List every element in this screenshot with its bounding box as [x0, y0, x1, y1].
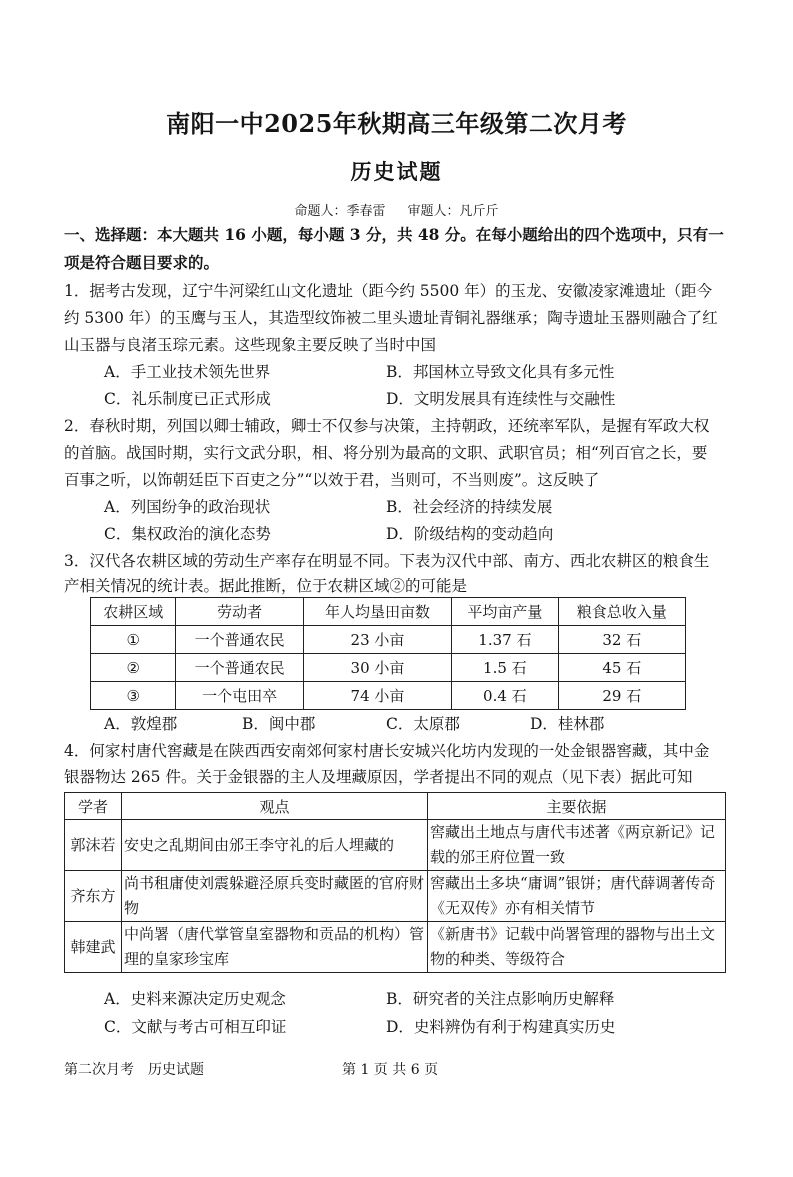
table-cell: 1.5 石 — [452, 654, 558, 682]
table-cell: ① — [91, 626, 176, 654]
table-cell: 一个普通农民 — [176, 654, 303, 682]
table-header-row — [91, 598, 686, 626]
table-header-cell: 平均亩产量 — [452, 598, 558, 626]
page-footer — [64, 1059, 439, 1078]
q4-option-a: A．史料来源决定历史观念 — [104, 990, 286, 1008]
table-row — [91, 682, 686, 710]
q3-option-a: A．敦煌郡 — [104, 715, 178, 733]
table-cell: 窖藏出土地点与唐代韦述著《两京新记》记载的邠王府位置一致 — [428, 820, 726, 871]
q4-stem-line-1: 4．何家村唐代窖藏是在陕西西安南郊何家村唐长安城兴化坊内发现的一处金银器窖藏，其中金 — [64, 742, 710, 760]
table-cell: 韩建武 — [65, 922, 122, 973]
q1-option-c: C．礼乐制度已正式形成 — [104, 390, 271, 408]
q4-option-c: C．文献与考古可相互印证 — [104, 1018, 287, 1036]
q2-option-b: B．社会经济的持续发展 — [386, 498, 553, 516]
table-row — [91, 626, 686, 654]
table-cell: 45 石 — [558, 654, 685, 682]
q4-option-d: D．史料辨伪有利于构建真实历史 — [386, 1018, 616, 1036]
table-row — [65, 820, 726, 871]
q4-stem-line-2: 银器物达 265 件。关于金银器的主人及埋藏原因，学者提出不同的观点（见下表）据此可知 — [64, 768, 693, 786]
q1-option-a: A．手工业技术领先世界 — [104, 363, 271, 381]
q3-option-c: C．太原郡 — [386, 715, 460, 733]
q3-option-b: B．闽中郡 — [242, 715, 316, 733]
table-cell: 窖藏出土多块“庸调”银饼；唐代薛调著传奇《无双传》亦有相关情节 — [428, 871, 726, 922]
table-cell: 郭沫若 — [65, 820, 122, 871]
table-cell: 尚书租庸使刘震躲避泾原兵变时藏匿的官府财物 — [122, 871, 428, 922]
q3-option-d: D．桂林郡 — [530, 715, 605, 733]
table-row — [65, 922, 726, 973]
q1-option-b: B．邦国林立导致文化具有多元性 — [386, 363, 615, 381]
q2-option-d: D．阶级结构的变动趋向 — [386, 525, 554, 543]
section-instruction-line-1: 一、选择题：本大题共 16 小题，每小题 3 分，共 48 分。在每小题给出的四个选项中，只有一 — [64, 225, 724, 244]
table-header-cell: 粮食总收入量 — [558, 598, 685, 626]
exam-subtitle: 历史试题 — [350, 159, 443, 184]
table-cell: 74 小亩 — [303, 682, 451, 710]
q3-table — [90, 597, 686, 710]
q1-option-d: D．文明发展具有连续性与交融性 — [386, 390, 616, 408]
table-header-cell: 农耕区域 — [91, 598, 176, 626]
setter-label: 命题人：季春雷 — [294, 204, 386, 219]
q1-stem-line-1: 1．据考古发现，辽宁牛河梁红山文化遗址（距今约 5500 年）的玉龙、安徽凌家滩遗址（距今 — [64, 282, 713, 300]
q1-stem-line-2: 约 5300 年）的玉鹰与玉人，其造型纹饰被二里头遗址青铜礼器继承；陶寺遗址玉器则融合了红 — [64, 309, 718, 327]
table-cell: 1.37 石 — [452, 626, 558, 654]
exam-title: 南阳一中2025年秋期高三年级第二次月考 — [166, 109, 627, 138]
table-cell: 23 小亩 — [303, 626, 451, 654]
table-cell: 30 小亩 — [303, 654, 451, 682]
q2-stem-line-3: 百事之听，以饰朝廷臣下百吏之分”“以效于君，当则可，不当则废”。这反映了 — [64, 471, 600, 489]
table-row — [65, 871, 726, 922]
table-header-cell: 观点 — [122, 793, 428, 820]
table-cell: 一个屯田卒 — [176, 682, 303, 710]
table-cell: 《新唐书》记载中尚署管理的器物与出土文物的种类、等级符合 — [428, 922, 726, 973]
table-cell: ② — [91, 654, 176, 682]
table-cell: ③ — [91, 682, 176, 710]
table-cell: 齐东方 — [65, 871, 122, 922]
table-row — [91, 654, 686, 682]
reviewer-label: 审题人：凡斤斤 — [407, 204, 499, 219]
footer-page-number: 第 1 页 共 6 页 — [342, 1062, 439, 1078]
table-header-cell: 学者 — [65, 793, 122, 820]
table-header-cell: 主要依据 — [428, 793, 726, 820]
table-header-cell: 劳动者 — [176, 598, 303, 626]
exam-authors — [0, 200, 793, 219]
table-header-cell: 年人均垦田亩数 — [303, 598, 451, 626]
q2-stem-line-2: 的首脑。战国时期，实行文武分职，相、将分别为最高的文职、武职官员；相“列百官之长，要 — [64, 444, 708, 462]
footer-exam-name: 第二次月考 历史试题 — [64, 1062, 204, 1078]
table-cell: 29 石 — [558, 682, 685, 710]
section-instruction-line-2: 项是符合题目要求的。 — [64, 253, 220, 272]
q4-option-b: B．研究者的关注点影响历史解释 — [386, 990, 615, 1008]
q2-option-c: C．集权政治的演化态势 — [104, 525, 271, 543]
q1-stem-line-3: 山玉器与良渚玉琮元素。这些现象主要反映了当时中国 — [64, 336, 437, 354]
q3-stem-line-1: 3．汉代各农耕区域的劳动生产率存在明显不同。下表为汉代中部、南方、西北农耕区的粮食生 — [64, 552, 710, 570]
q2-option-a: A．列国纷争的政治现状 — [104, 498, 271, 516]
table-cell: 32 石 — [558, 626, 685, 654]
table-cell: 安史之乱期间由邠王李守礼的后人埋藏的 — [122, 820, 428, 871]
q4-table — [64, 792, 726, 973]
table-header-row — [65, 793, 726, 820]
table-cell: 中尚署（唐代掌管皇室器物和贡品的机构）管理的皇家珍宝库 — [122, 922, 428, 973]
q2-stem-line-1: 2．春秋时期，列国以卿士辅政，卿士不仅参与决策，主持朝政，还统率军队，是握有军政大权 — [64, 417, 710, 435]
q3-stem-line-2: 产相关情况的统计表。据此推断，位于农耕区域②的可能是 — [64, 577, 468, 595]
table-cell: 一个普通农民 — [176, 626, 303, 654]
table-cell: 0.4 石 — [452, 682, 558, 710]
